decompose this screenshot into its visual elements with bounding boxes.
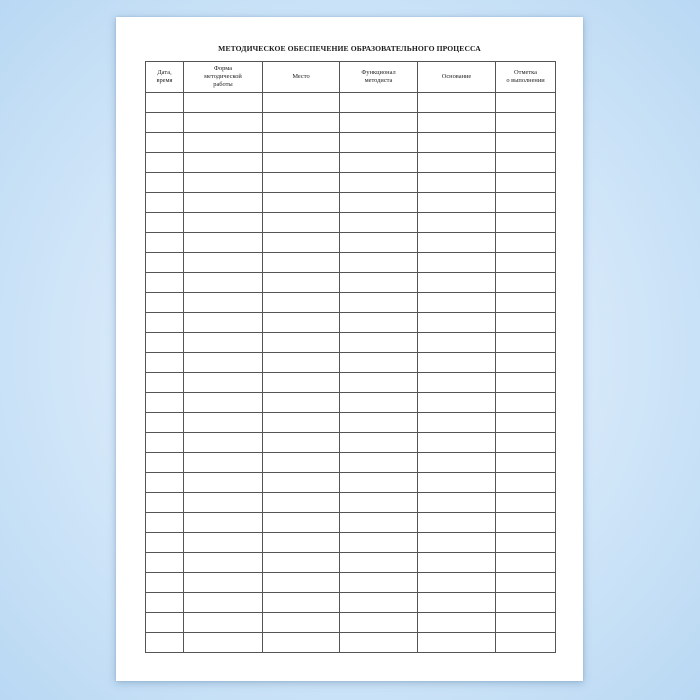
table-cell xyxy=(184,633,263,653)
table-cell xyxy=(184,113,263,133)
table-cell xyxy=(184,193,263,213)
table-cell xyxy=(263,253,340,273)
table-cell xyxy=(146,473,184,493)
table-cell xyxy=(184,273,263,293)
table-row xyxy=(146,593,556,613)
table-cell xyxy=(184,553,263,573)
table-row xyxy=(146,373,556,393)
table-row xyxy=(146,313,556,333)
table-cell xyxy=(340,493,418,513)
table-cell xyxy=(263,373,340,393)
table-cell xyxy=(496,293,556,313)
document-page xyxy=(116,17,583,681)
table-cell xyxy=(263,133,340,153)
table-cell xyxy=(340,453,418,473)
table-row xyxy=(146,473,556,493)
table-cell xyxy=(496,253,556,273)
table-cell xyxy=(418,533,496,553)
table-row xyxy=(146,113,556,133)
table-cell xyxy=(263,173,340,193)
table-row xyxy=(146,533,556,553)
table-row xyxy=(146,453,556,473)
table-cell xyxy=(496,393,556,413)
table-cell xyxy=(340,193,418,213)
table-cell xyxy=(263,613,340,633)
table-cell xyxy=(340,93,418,113)
table-cell xyxy=(263,433,340,453)
table-cell xyxy=(340,513,418,533)
table-cell xyxy=(340,253,418,273)
column-header-completion-mark: Отметка о выполнении xyxy=(496,62,556,93)
table-cell xyxy=(418,113,496,133)
table-cell xyxy=(146,613,184,633)
table-cell xyxy=(340,113,418,133)
table-cell xyxy=(146,453,184,473)
table-cell xyxy=(263,233,340,253)
table-cell xyxy=(184,473,263,493)
table-row xyxy=(146,193,556,213)
table-cell xyxy=(263,213,340,233)
table-cell xyxy=(496,193,556,213)
table-cell xyxy=(340,393,418,413)
table-cell xyxy=(340,173,418,193)
table-cell xyxy=(263,333,340,353)
table-cell xyxy=(496,213,556,233)
table-row xyxy=(146,133,556,153)
table-cell xyxy=(340,573,418,593)
table-cell xyxy=(146,273,184,293)
table-cell xyxy=(496,633,556,653)
table-cell xyxy=(184,393,263,413)
table-cell xyxy=(263,553,340,573)
table-cell xyxy=(263,573,340,593)
table-cell xyxy=(496,313,556,333)
table-cell xyxy=(418,193,496,213)
table-cell xyxy=(146,493,184,513)
column-header-methodist-function: Функционал методиста xyxy=(340,62,418,93)
table-cell xyxy=(146,553,184,573)
table-header-row xyxy=(146,62,556,93)
table-cell xyxy=(263,453,340,473)
table-cell xyxy=(184,433,263,453)
table-cell xyxy=(340,153,418,173)
table-cell xyxy=(496,613,556,633)
table-cell xyxy=(496,453,556,473)
table-cell xyxy=(184,573,263,593)
table-cell xyxy=(263,273,340,293)
table-cell xyxy=(340,133,418,153)
table-cell xyxy=(146,213,184,233)
table-cell xyxy=(184,533,263,553)
table-cell xyxy=(418,433,496,453)
table-cell xyxy=(418,173,496,193)
table-cell xyxy=(340,373,418,393)
table-cell xyxy=(496,413,556,433)
table-cell xyxy=(418,493,496,513)
table-cell xyxy=(263,473,340,493)
table-body xyxy=(146,93,556,653)
table-cell xyxy=(340,533,418,553)
table-cell xyxy=(340,233,418,253)
table-cell xyxy=(184,593,263,613)
table-row xyxy=(146,293,556,313)
table-cell xyxy=(184,613,263,633)
table-cell xyxy=(184,493,263,513)
table-row xyxy=(146,353,556,373)
table-cell xyxy=(496,433,556,453)
table-cell xyxy=(496,373,556,393)
table-cell xyxy=(418,613,496,633)
table-row xyxy=(146,153,556,173)
table-cell xyxy=(146,413,184,433)
table-cell xyxy=(184,153,263,173)
table-row xyxy=(146,433,556,453)
table-cell xyxy=(418,153,496,173)
table-cell xyxy=(340,593,418,613)
column-header-place: Место xyxy=(263,62,340,93)
table-cell xyxy=(146,393,184,413)
table-cell xyxy=(146,353,184,373)
table-cell xyxy=(263,293,340,313)
table-row xyxy=(146,513,556,533)
table-cell xyxy=(496,113,556,133)
table-cell xyxy=(263,93,340,113)
table-cell xyxy=(340,273,418,293)
table-cell xyxy=(340,473,418,493)
table-row xyxy=(146,613,556,633)
table-cell xyxy=(418,553,496,573)
table-row xyxy=(146,573,556,593)
table-cell xyxy=(184,453,263,473)
table-row xyxy=(146,413,556,433)
column-header-work-form: Форма методической работы xyxy=(184,62,263,93)
table-cell xyxy=(496,153,556,173)
table-cell xyxy=(418,333,496,353)
table-cell xyxy=(418,213,496,233)
table-cell xyxy=(263,513,340,533)
table-cell xyxy=(146,173,184,193)
document-title: МЕТОДИЧЕСКОЕ ОБЕСПЕЧЕНИЕ ОБРАЗОВАТЕЛЬНОГО ПРОЦЕССА xyxy=(218,44,481,53)
table-cell xyxy=(263,633,340,653)
table-cell xyxy=(340,433,418,453)
table-cell xyxy=(263,313,340,333)
table-cell xyxy=(496,533,556,553)
table-cell xyxy=(184,353,263,373)
table-row xyxy=(146,93,556,113)
table-row xyxy=(146,553,556,573)
table-cell xyxy=(146,253,184,273)
table-cell xyxy=(184,313,263,333)
table-cell xyxy=(418,133,496,153)
table-row xyxy=(146,173,556,193)
table-cell xyxy=(418,373,496,393)
table-cell xyxy=(340,213,418,233)
table-cell xyxy=(418,393,496,413)
table-cell xyxy=(340,633,418,653)
table-cell xyxy=(418,293,496,313)
table-cell xyxy=(146,373,184,393)
table-cell xyxy=(418,353,496,373)
table-cell xyxy=(184,373,263,393)
table-cell xyxy=(340,293,418,313)
table-cell xyxy=(496,353,556,373)
table-cell xyxy=(340,353,418,373)
table-row xyxy=(146,213,556,233)
table-cell xyxy=(184,213,263,233)
table-row xyxy=(146,253,556,273)
table-cell xyxy=(184,413,263,433)
table-cell xyxy=(184,253,263,273)
table-cell xyxy=(496,233,556,253)
table-cell xyxy=(496,593,556,613)
table-cell xyxy=(184,333,263,353)
table-cell xyxy=(418,573,496,593)
column-header-date-time: Дата, время xyxy=(146,62,184,93)
table-cell xyxy=(496,273,556,293)
table-cell xyxy=(184,133,263,153)
table-cell xyxy=(496,573,556,593)
table-cell xyxy=(496,473,556,493)
table-cell xyxy=(263,593,340,613)
table-cell xyxy=(418,633,496,653)
table-cell xyxy=(418,313,496,333)
table-cell xyxy=(340,553,418,573)
table-cell xyxy=(184,233,263,253)
table-cell xyxy=(418,453,496,473)
table-cell xyxy=(418,93,496,113)
table-cell xyxy=(263,533,340,553)
table-row xyxy=(146,393,556,413)
table-cell xyxy=(263,353,340,373)
table-cell xyxy=(418,233,496,253)
table-cell xyxy=(418,413,496,433)
table-cell xyxy=(146,633,184,653)
methodical-support-table xyxy=(145,61,556,653)
table-cell xyxy=(146,113,184,133)
table-cell xyxy=(184,93,263,113)
table-cell xyxy=(146,333,184,353)
table-cell xyxy=(418,513,496,533)
table-cell xyxy=(496,553,556,573)
table-cell xyxy=(146,233,184,253)
table-cell xyxy=(146,133,184,153)
table-cell xyxy=(146,593,184,613)
table-cell xyxy=(496,173,556,193)
table-cell xyxy=(340,413,418,433)
table-cell xyxy=(263,113,340,133)
table-cell xyxy=(263,493,340,513)
table-cell xyxy=(146,533,184,553)
table-cell xyxy=(146,313,184,333)
table-cell xyxy=(146,573,184,593)
table-cell xyxy=(418,593,496,613)
table-cell xyxy=(146,193,184,213)
table-cell xyxy=(496,333,556,353)
table-cell xyxy=(496,93,556,113)
table-row xyxy=(146,493,556,513)
table-cell xyxy=(146,293,184,313)
table-row xyxy=(146,273,556,293)
table-cell xyxy=(146,93,184,113)
table-cell xyxy=(184,513,263,533)
table-cell xyxy=(418,473,496,493)
table-cell xyxy=(263,193,340,213)
table-cell xyxy=(146,513,184,533)
table-cell xyxy=(184,173,263,193)
table-cell xyxy=(184,293,263,313)
table-cell xyxy=(340,333,418,353)
table-cell xyxy=(340,313,418,333)
table-cell xyxy=(263,413,340,433)
column-header-basis: Основание xyxy=(418,62,496,93)
table-cell xyxy=(418,273,496,293)
table-cell xyxy=(418,253,496,273)
table-row xyxy=(146,233,556,253)
table-cell xyxy=(146,153,184,173)
table-cell xyxy=(496,133,556,153)
table-row xyxy=(146,333,556,353)
table-cell xyxy=(263,393,340,413)
table-cell xyxy=(340,613,418,633)
table-cell xyxy=(496,513,556,533)
table-cell xyxy=(496,493,556,513)
table-row xyxy=(146,633,556,653)
table-cell xyxy=(146,433,184,453)
table-cell xyxy=(263,153,340,173)
